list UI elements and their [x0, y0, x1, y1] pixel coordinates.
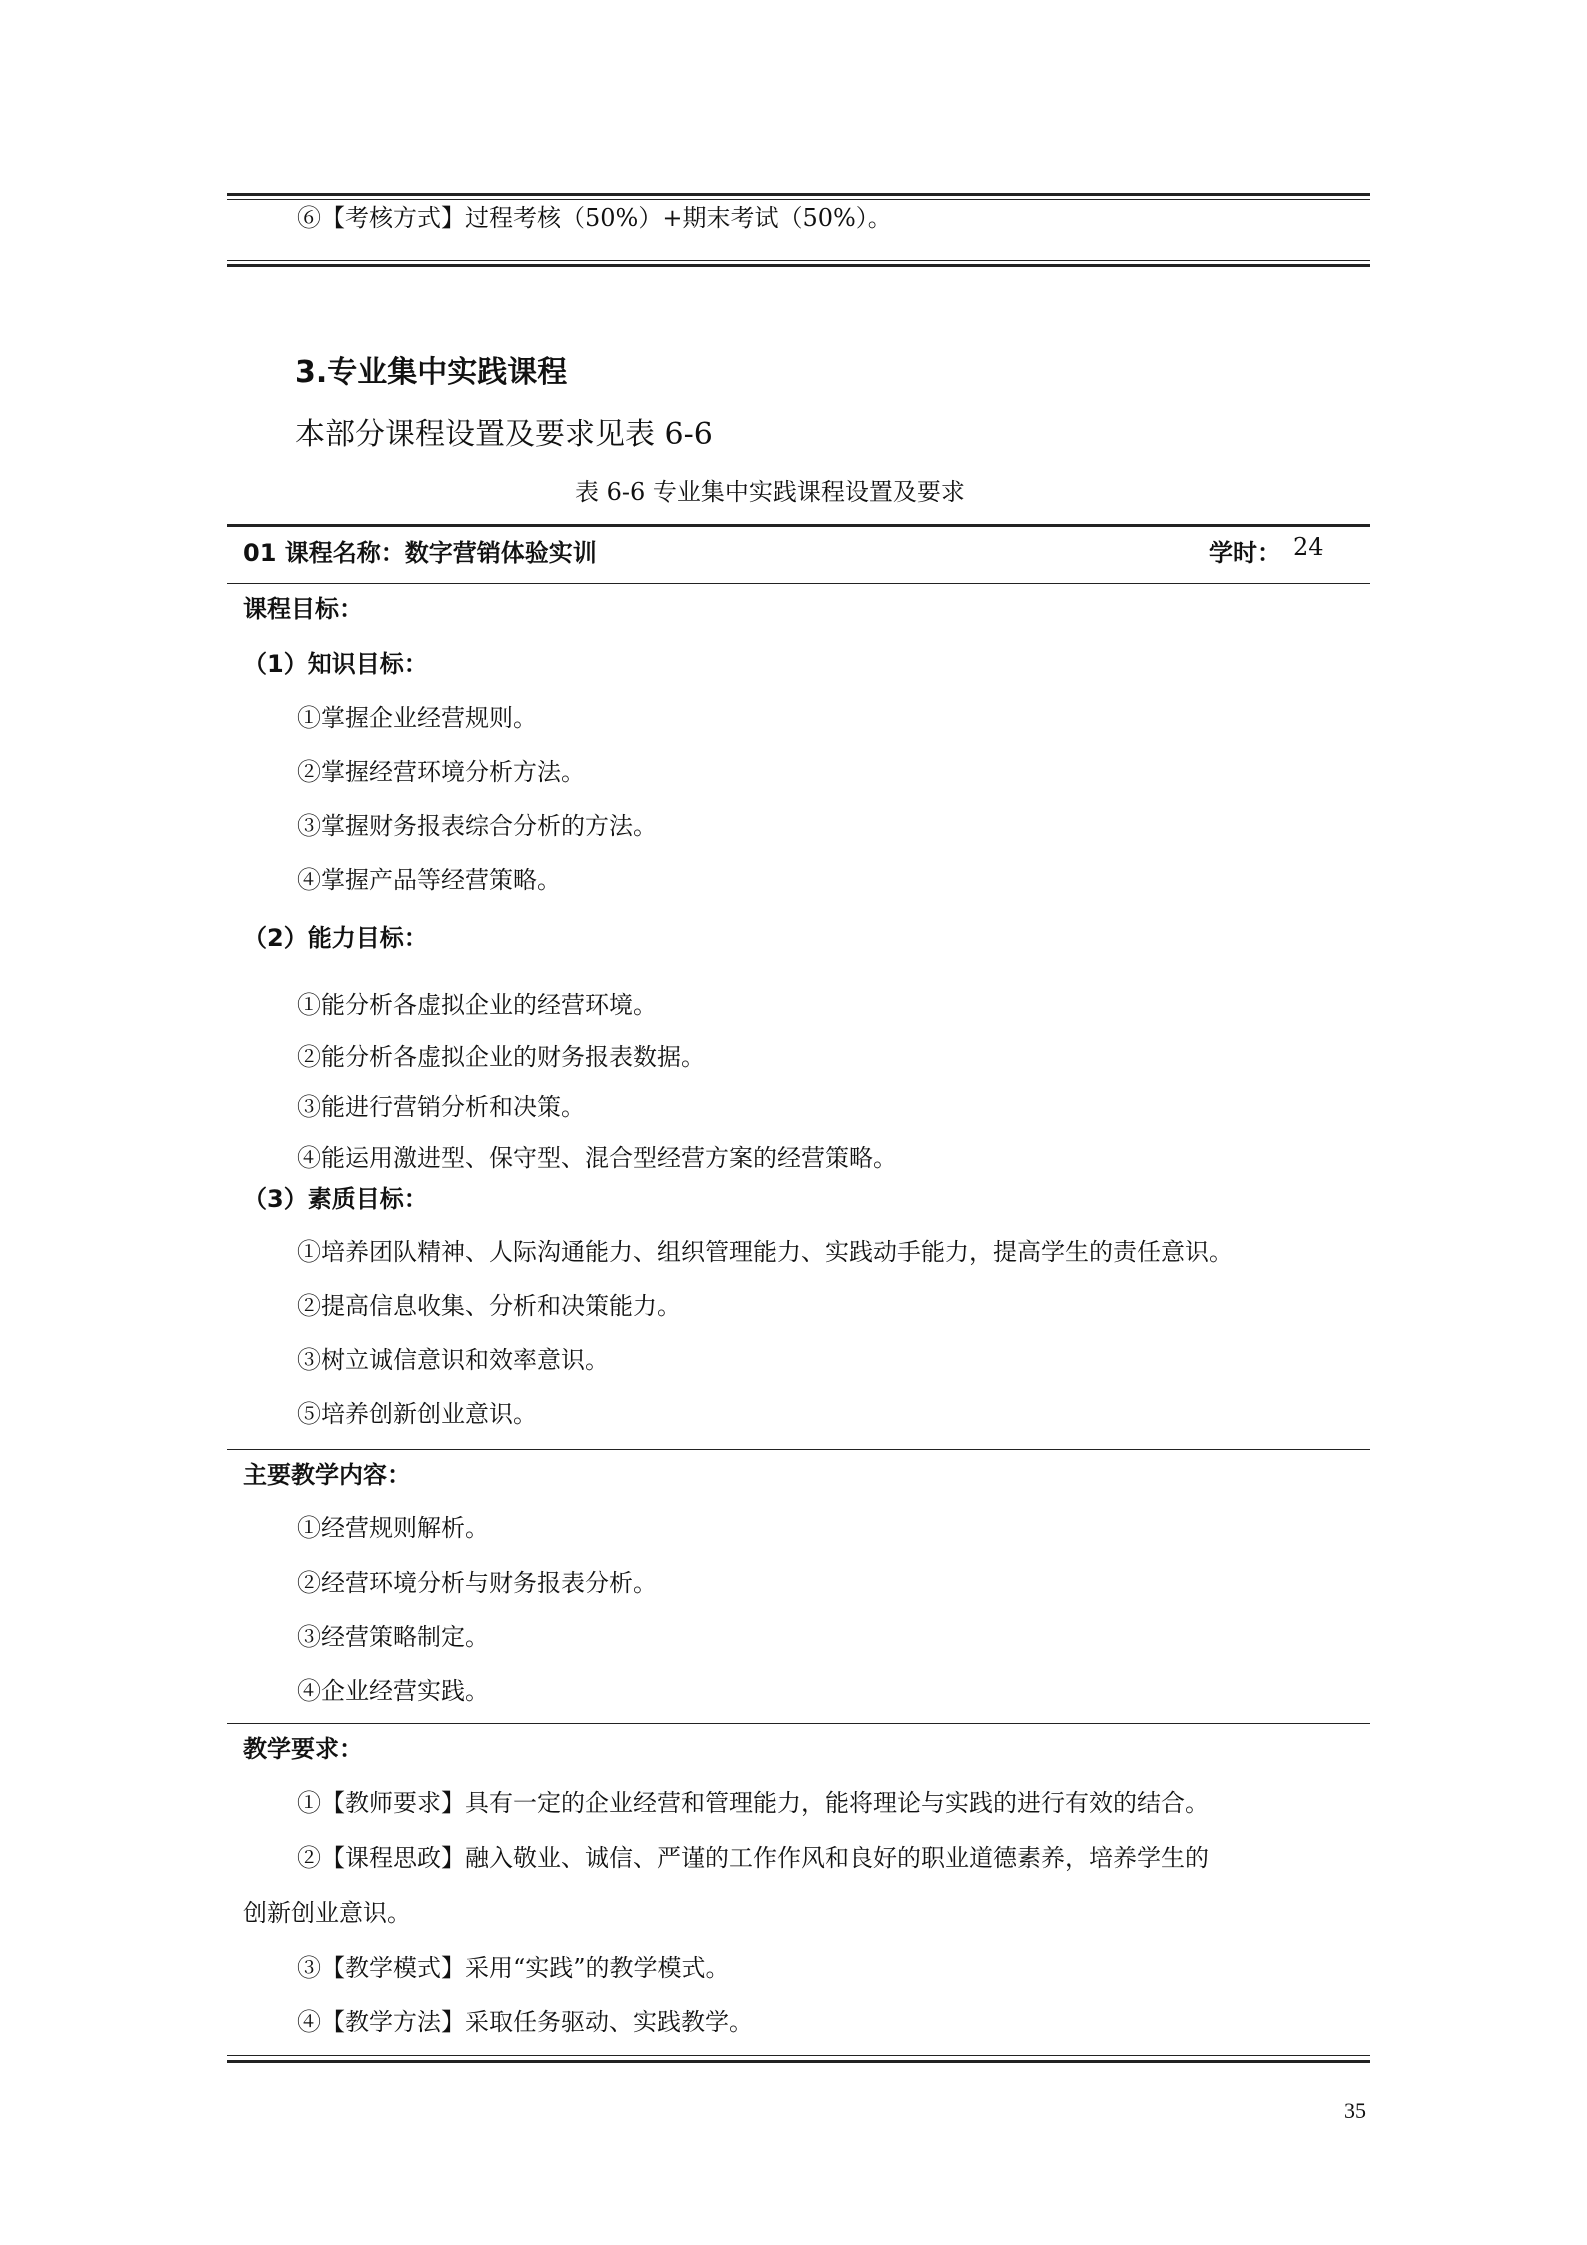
content-item: ①经营规则解析。 — [297, 1514, 489, 1542]
course-table-bottom-border — [227, 2060, 1370, 2063]
course-name: 01 课程名称：数字营销体验实训 — [243, 539, 597, 567]
section-intro: 本部分课程设置及要求见表 6-6 — [295, 417, 713, 452]
course-table-top-border — [227, 524, 1370, 527]
quality-item: ③树立诚信意识和效率意识。 — [297, 1346, 609, 1374]
ability-item: ③能进行营销分析和决策。 — [297, 1093, 585, 1121]
requirements-title: 教学要求： — [243, 1735, 363, 1763]
table-top-border — [227, 193, 1370, 196]
course-hours-label: 学时： — [1209, 539, 1281, 567]
row-divider — [227, 1449, 1370, 1450]
objectives-title: 课程目标： — [243, 595, 363, 623]
requirement-item-continued: 创新创业意识。 — [243, 1899, 411, 1927]
knowledge-item: ③掌握财务报表综合分析的方法。 — [297, 812, 657, 840]
table-caption: 表 6-6 专业集中实践课程设置及要求 — [575, 478, 965, 506]
ability-item: ④能运用激进型、保守型、混合型经营方案的经营策略。 — [297, 1144, 897, 1172]
page-number: 35 — [1344, 2098, 1366, 2123]
ability-title: （2）能力目标： — [243, 924, 428, 952]
content-title: 主要教学内容： — [243, 1461, 411, 1489]
section-heading: 3.专业集中实践课程 — [295, 355, 568, 390]
knowledge-item: ④掌握产品等经营策略。 — [297, 866, 561, 894]
table-bottom-border — [227, 264, 1370, 267]
quality-item: ①培养团队精神、人际沟通能力、组织管理能力、实践动手能力，提高学生的责任意识。 — [297, 1238, 1233, 1266]
requirement-item: ①【教师要求】具有一定的企业经营和管理能力，能将理论与实践的进行有效的结合。 — [297, 1789, 1209, 1817]
row-divider — [227, 1723, 1370, 1724]
row-divider — [227, 583, 1370, 584]
course-hours-value: 24 — [1293, 533, 1324, 561]
requirement-item: ④【教学方法】采取任务驱动、实践教学。 — [297, 2008, 753, 2036]
quality-item: ②提高信息收集、分析和决策能力。 — [297, 1292, 681, 1320]
requirement-item: ②【课程思政】融入敬业、诚信、严谨的工作作风和良好的职业道德素养，培养学生的 — [297, 1844, 1209, 1872]
knowledge-item: ①掌握企业经营规则。 — [297, 704, 537, 732]
course-table-bottom-border-inner — [227, 2055, 1370, 2056]
content-item: ②经营环境分析与财务报表分析。 — [297, 1569, 657, 1597]
ability-item: ①能分析各虚拟企业的经营环境。 — [297, 991, 657, 1019]
quality-title: （3）素质目标： — [243, 1185, 428, 1213]
quality-item: ⑤培养创新创业意识。 — [297, 1400, 537, 1428]
knowledge-title: （1）知识目标： — [243, 650, 428, 678]
content-item: ④企业经营实践。 — [297, 1677, 489, 1705]
table-bottom-border-inner — [227, 260, 1370, 261]
knowledge-item: ②掌握经营环境分析方法。 — [297, 758, 585, 786]
ability-item: ②能分析各虚拟企业的财务报表数据。 — [297, 1043, 705, 1071]
content-item: ③经营策略制定。 — [297, 1623, 489, 1651]
requirement-item: ③【教学模式】采用“实践”的教学模式。 — [297, 1954, 730, 1982]
assessment-method: ⑥【考核方式】过程考核（50%）+期末考试（50%）。 — [297, 204, 892, 232]
